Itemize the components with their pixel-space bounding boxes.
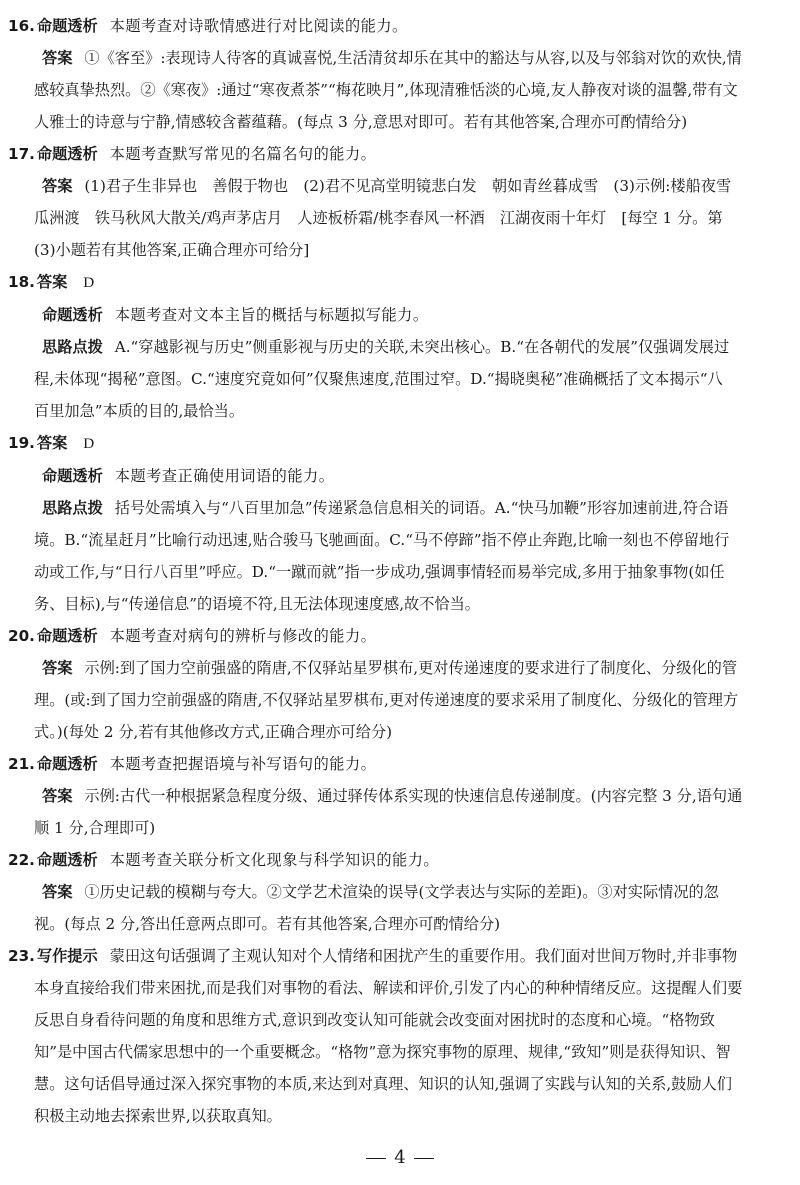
- question-22: [8, 844, 784, 940]
- question-number: 19.: [8, 434, 35, 452]
- q18-analysis-line: [34, 299, 784, 331]
- hint-text: 程,未体现“揭秘”意图。C.“速度究竟如何”仅聚焦速度,范围过窄。D.“揭晓奥秘”准确概括了文本揭示“八: [34, 370, 723, 388]
- analysis-label: 命题透析: [36, 145, 98, 163]
- q16-analysis-line: [8, 10, 784, 42]
- hint-text: A.“穿越影视与历史”侧重影视与历史的关联,未突出核心。B.“在各朝代的发展”仅强调发展过: [114, 338, 730, 356]
- q19-hint-line: [34, 492, 784, 524]
- answer-choice: D: [83, 435, 95, 452]
- writing-text: 反思自身看待问题的角度和思维方式,意识到改变认知可能就会改变面对困扰时的态度和心境。“格物致: [34, 1011, 715, 1029]
- page-footer: [0, 1145, 800, 1171]
- answer-label: 答案: [42, 49, 73, 67]
- question-16: [8, 10, 784, 138]
- question-number: 17.: [8, 145, 35, 163]
- answer-label: 答案: [36, 434, 68, 452]
- analysis-text: 本题考查对病句的辨析与修改的能力。: [109, 627, 377, 645]
- analysis-text: 本题考查默写常见的名篇名句的能力。: [109, 145, 377, 163]
- analysis-label: 命题透析: [36, 627, 98, 645]
- question-number: 18.: [8, 273, 35, 291]
- answer-choice: D: [83, 274, 95, 291]
- analysis-label: 命题透析: [42, 306, 103, 324]
- answer-label: 答案: [42, 177, 73, 195]
- answer-text: 示例:到了国力空前强盛的隋唐,不仅驿站星罗棋布,更对传递速度的要求进行了制度化、分级化的管: [84, 659, 738, 677]
- q17-answer-line: [34, 170, 784, 202]
- question-18: [8, 266, 784, 427]
- analysis-label: 命题透析: [36, 17, 98, 35]
- q22-answer-line: [34, 876, 784, 908]
- analysis-label: 命题透析: [36, 755, 98, 773]
- answer-label: 答案: [42, 787, 73, 805]
- answer-label: 答案: [42, 883, 73, 901]
- analysis-text: 本题考查关联分析文化现象与科学知识的能力。: [109, 851, 440, 869]
- answer-text: 人雅士的诗意与宁静,情感较含蓄蕴藉。(每点 3 分,意思对即可。若有其他答案,合理亦可酌情给分): [34, 113, 688, 131]
- q19-answer-line: [8, 427, 784, 460]
- writing-text: 本身直接给我们带来困扰,而是我们对事物的看法、解读和评价,引发了内心的种种情绪反应。这提醒人们要: [34, 979, 743, 997]
- q21-answer-line: [34, 780, 784, 812]
- answer-text: 示例:古代一种根据紧急程度分级、通过驿传体系实现的快速信息传递制度。(内容完整 3 分,语句通: [84, 787, 743, 805]
- q22-analysis-line: [8, 844, 784, 876]
- q20-answer-line: [34, 652, 784, 684]
- question-number: 23.: [8, 947, 35, 965]
- answer-text: (3)小题若有其他答案,正确合理亦可给分]: [34, 241, 310, 259]
- q17-analysis-line: [8, 138, 784, 170]
- question-21: [8, 748, 784, 844]
- answer-text: ①《客至》:表现诗人待客的真诚喜悦,生活清贫却乐在其中的豁达与从容,以及与邻翁对饮的欢快,情: [84, 49, 742, 67]
- question-number: 20.: [8, 627, 35, 645]
- hint-label: 思路点拨: [42, 499, 103, 517]
- analysis-text: 本题考查对诗歌情感进行对比阅读的能力。: [109, 17, 408, 35]
- question-number: 21.: [8, 755, 35, 773]
- hint-text: 括号处需填入与“八百里加急”传递紧急信息相关的词语。A.“快马加鞭”形容加速前进,符合语: [114, 499, 729, 517]
- answer-text: 顺 1 分,合理即可): [34, 819, 156, 837]
- answer-text: 理。(或:到了国力空前强盛的隋唐,不仅驿站星罗棋布,更对传递速度的要求采用了制度化、分级化的管理方: [34, 691, 739, 709]
- q19-analysis-line: [34, 460, 784, 492]
- q20-analysis-line: [8, 620, 784, 652]
- question-number: 16.: [8, 17, 35, 35]
- question-number: 22.: [8, 851, 35, 869]
- analysis-text: 本题考查把握语境与补写语句的能力。: [109, 755, 377, 773]
- q18-answer-line: [8, 266, 784, 299]
- q16-answer-line: [34, 42, 784, 74]
- answer-label: 答案: [42, 659, 73, 677]
- q23-writing-line: [8, 940, 784, 972]
- analysis-label: 命题透析: [42, 467, 103, 485]
- writing-text: 积极主动地去探索世界,以获取真知。: [34, 1107, 282, 1125]
- question-23: [8, 940, 784, 1132]
- answer-label: 答案: [36, 273, 68, 291]
- analysis-label: 命题透析: [36, 851, 98, 869]
- writing-hint-label: 写作提示: [36, 947, 98, 965]
- question-19: [8, 427, 784, 620]
- question-20: [8, 620, 784, 748]
- footer-dash-right: [414, 1158, 434, 1159]
- page-number: 4: [394, 1147, 406, 1168]
- hint-text: 动或工作,与“日行八百里”呼应。D.“一蹴而就”指一步成功,强调事情轻而易举完成,多用于抽象事物(如任: [34, 563, 725, 581]
- q18-hint-line: [34, 331, 784, 363]
- answer-text: 瓜洲渡 铁马秋风大散关/鸡声茅店月 人迹板桥霜/桃李春风一杯酒 江湖夜雨十年灯 [每空 1 分。第: [34, 209, 723, 227]
- answer-text: 式。)(每处 2 分,若有其他修改方式,正确合理亦可给分): [34, 723, 393, 741]
- writing-text: 慧。这句话倡导通过深入探究事物的本质,来达到对真理、知识的认知,强调了实践与认知的关系,鼓励人们: [34, 1075, 732, 1093]
- q21-analysis-line: [8, 748, 784, 780]
- hint-text: 境。B.“流星赶月”比喻行动迅速,贴合骏马飞驰画面。C.“马不停蹄”指不停止奔跑,比喻一刻也不停留地行: [34, 531, 730, 549]
- hint-text: 务、目标),与“传递信息”的语境不符,且无法体现速度感,故不恰当。: [34, 595, 480, 613]
- answer-text: 视。(每点 2 分,答出任意两点即可。若有其他答案,合理亦可酌情给分): [34, 915, 501, 933]
- answer-text: (1)君子生非异也 善假于物也 (2)君不见高堂明镜悲白发 朝如青丝暮成雪 (3)示例:楼船夜雪: [84, 177, 732, 195]
- hint-label: 思路点拨: [42, 338, 103, 356]
- analysis-text: 本题考查对文本主旨的概括与标题拟写能力。: [114, 306, 429, 324]
- writing-text: 蒙田这句话强调了主观认知对个人情绪和困扰产生的重要作用。我们面对世间万物时,并非事物: [109, 947, 738, 965]
- writing-text: 知”是中国古代儒家思想中的一个重要概念。“格物”意为探究事物的原理、规律,“致知”则是获得知识、智: [34, 1043, 731, 1061]
- footer-dash-left: [366, 1158, 386, 1159]
- analysis-text: 本题考查正确使用词语的能力。: [114, 467, 335, 485]
- question-17: [8, 138, 784, 266]
- answer-text: 感较真挚热烈。②《寒夜》:通过“寒夜煮茶”“梅花映月”,体现清雅恬淡的心境,友人静夜对谈的温馨,带有文: [34, 81, 738, 99]
- answer-text: ①历史记载的模糊与夸大。②文学艺术渲染的误导(文学表达与实际的差距)。③对实际情况的忽: [84, 883, 719, 901]
- hint-text: 百里加急”本质的目的,最恰当。: [34, 402, 245, 420]
